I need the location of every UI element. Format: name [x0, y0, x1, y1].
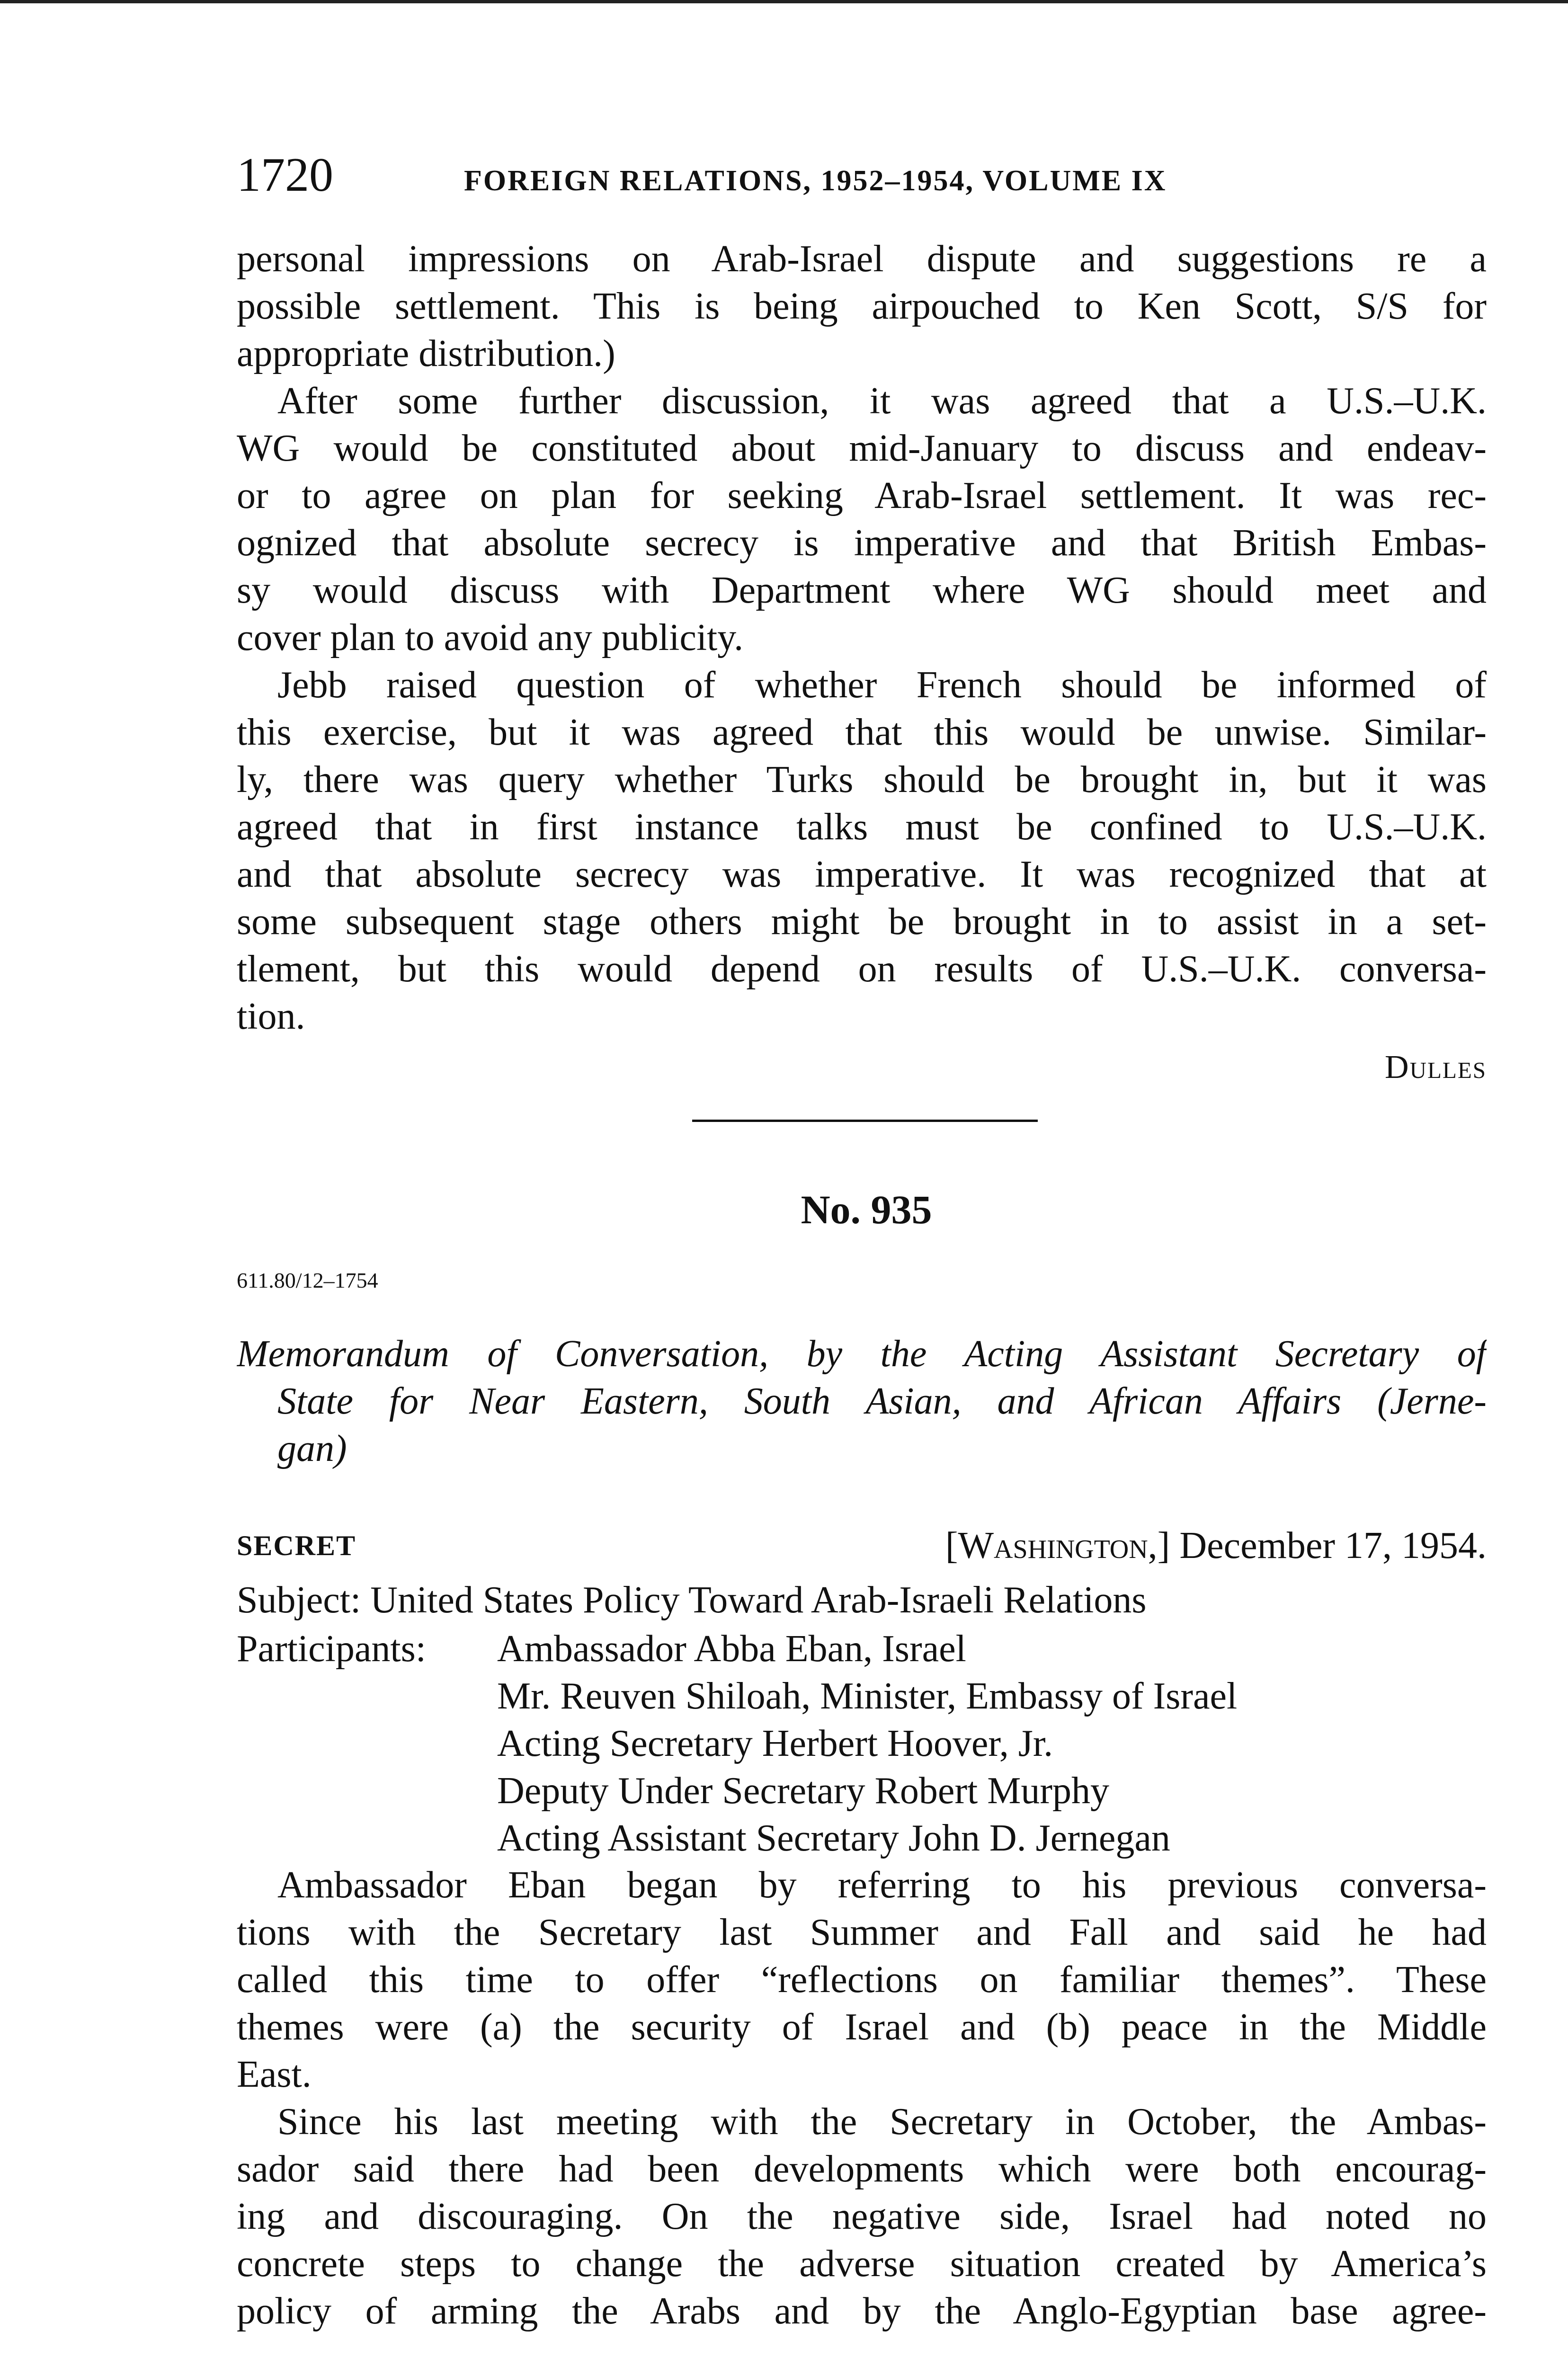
date: December 17, 1954.: [1179, 1525, 1487, 1566]
text-line: ognized that absolute secrecy is imperative and that British Embas-: [237, 522, 1487, 564]
text-line: tion.: [237, 996, 305, 1037]
place-date: [945, 1522, 1487, 1569]
text-line: some subsequent stage others might be brought in to assist in a set-: [237, 901, 1487, 943]
text-line: sador said there had been developments which were both encourag-: [237, 2148, 1487, 2190]
text-line: cover plan to avoid any publicity.: [237, 617, 744, 658]
text-line: concrete steps to change the adverse situation created by America’s: [237, 2243, 1487, 2285]
memo-title: [237, 1330, 1487, 1472]
participant-item: Deputy Under Secretary Robert Murphy: [497, 1770, 1109, 1812]
text-line: Ambassador Eban began by referring to his previous conversa-: [277, 1864, 1487, 1906]
text-line: Jebb raised question of whether French should be informed of: [277, 664, 1487, 706]
text-line: personal impressions on Arab-Israel dispute and suggestions re a: [237, 238, 1487, 280]
participants-list: [497, 1625, 1237, 1862]
text-line: appropriate distribution.): [237, 333, 615, 374]
text-line: agreed that in first instance talks must be confined to U.S.–U.K.: [237, 806, 1487, 848]
title-line: State for Near Eastern, South Asian, and African Affairs (Jerne-: [277, 1380, 1487, 1422]
signature: Dulles: [1385, 1049, 1487, 1086]
participant-item: Acting Assistant Secretary John D. Jernegan: [497, 1817, 1170, 1859]
text-line: and that absolute secrecy was imperative. It was recognized that at: [237, 854, 1487, 895]
place: [Washington,]: [945, 1525, 1170, 1566]
running-head: FOREIGN RELATIONS, 1952–1954, VOLUME IX: [464, 165, 1167, 197]
text-line: ly, there was query whether Turks should be brought in, but it was: [237, 759, 1487, 801]
participant-item: Acting Secretary Herbert Hoover, Jr.: [497, 1723, 1053, 1764]
page-header: [237, 142, 1487, 213]
text-line: themes were (a) the security of Israel and (b) peace in the Middle: [237, 2006, 1487, 2048]
subject-line: Subject: United States Policy Toward Arab-Israeli Relations: [237, 1579, 1147, 1621]
text-line: or to agree on plan for seeking Arab-Israel settlement. It was rec-: [237, 475, 1487, 516]
page-number: 1720: [237, 148, 333, 202]
document-number: No. 935: [801, 1187, 932, 1232]
classification-line: [237, 1522, 1487, 1569]
title-line: Memorandum of Conversation, by the Acting Assistant Secretary of: [237, 1333, 1487, 1375]
text-line: possible settlement. This is being airpouched to Ken Scott, S/S for: [237, 285, 1487, 327]
text-line: called this time to offer “reflections on familiar themes”. These: [237, 1959, 1487, 2001]
continued-paragraphs: [237, 235, 1487, 1040]
text-line: tions with the Secretary last Summer and Fall and said he had: [237, 1912, 1487, 1953]
participants-label: Participants:: [237, 1628, 426, 1670]
text-line: tlement, but this would depend on results of U.S.–U.K. conversa-: [237, 948, 1487, 990]
participant-item: Ambassador Abba Eban, Israel: [497, 1628, 966, 1670]
title-line: gan): [277, 1428, 347, 1469]
top-border: [0, 0, 1568, 3]
text-line: Since his last meeting with the Secretary in October, the Ambas-: [277, 2101, 1487, 2143]
text-line: this exercise, but it was agreed that this would be unwise. Similar-: [237, 712, 1487, 753]
text-line: After some further discussion, it was agreed that a U.S.–U.K.: [277, 380, 1487, 422]
participant-item: Mr. Reuven Shiloah, Minister, Embassy of Israel: [497, 1675, 1238, 1717]
classification-label: SECRET: [237, 1530, 356, 1561]
section-divider: [692, 1120, 1038, 1122]
text-line: policy of arming the Arabs and by the Anglo-Egyptian base agree-: [237, 2290, 1487, 2332]
text-line: WG would be constituted about mid-January to discuss and endeav-: [237, 427, 1487, 469]
file-number: 611.80/12–1754: [237, 1268, 378, 1292]
text-line: sy would discuss with Department where WG should meet and: [237, 570, 1487, 611]
text-line: East.: [237, 2054, 312, 2095]
memo-body: [237, 1861, 1487, 2335]
text-line: ing and discouraging. On the negative side, Israel had noted no: [237, 2196, 1487, 2237]
